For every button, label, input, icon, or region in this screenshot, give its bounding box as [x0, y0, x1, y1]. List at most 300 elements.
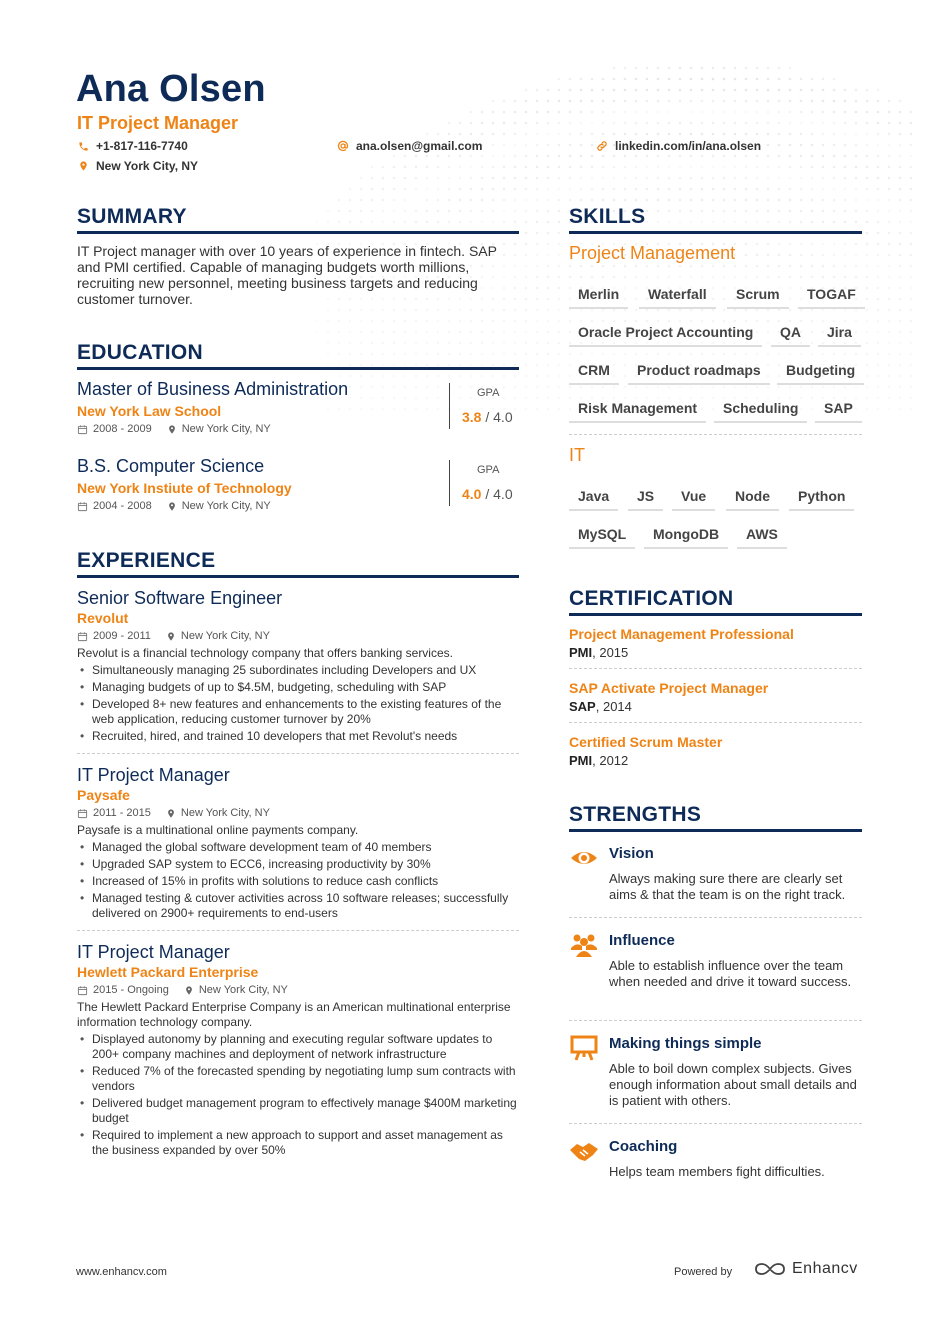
background-dot [712, 309, 715, 312]
background-dot [613, 199, 616, 202]
background-dot [690, 67, 693, 70]
background-dot [679, 111, 682, 114]
background-dot [712, 320, 715, 323]
background-dot [613, 122, 616, 125]
skill-chip: Waterfall [639, 286, 716, 309]
location-text: New York City, NY [96, 159, 199, 173]
enhancv-brand[interactable] [754, 1260, 858, 1278]
background-dot [855, 397, 858, 400]
background-dot [910, 155, 913, 158]
background-dot [371, 221, 374, 224]
background-dot [481, 375, 484, 378]
background-dot [536, 265, 539, 268]
strength-description: Helps team members fight difficulties. [609, 1164, 825, 1179]
background-dot [646, 177, 649, 180]
background-dot [657, 188, 660, 191]
background-dot [624, 133, 627, 136]
background-dot [591, 265, 594, 268]
map-pin-icon [167, 501, 177, 512]
background-dot [646, 276, 649, 279]
map-pin-icon [78, 160, 89, 172]
background-dot [877, 210, 880, 213]
background-dot [789, 320, 792, 323]
background-dot [745, 188, 748, 191]
background-dot [910, 133, 913, 136]
background-dot [349, 199, 352, 202]
background-dot [415, 364, 418, 367]
background-dot [679, 199, 682, 202]
background-dot [877, 375, 880, 378]
background-dot [591, 111, 594, 114]
gpa-value [462, 409, 513, 425]
strengths-rule [569, 829, 862, 832]
background-dot [833, 177, 836, 180]
footer-url[interactable]: www.enhancv.com [76, 1266, 167, 1278]
background-dot [789, 144, 792, 147]
background-dot [547, 166, 550, 169]
background-dot [536, 89, 539, 92]
education-item [77, 379, 519, 441]
background-dot [668, 111, 671, 114]
background-dot [547, 298, 550, 301]
background-dot [767, 243, 770, 246]
background-dot [360, 177, 363, 180]
background-dot [404, 166, 407, 169]
background-dot [822, 243, 825, 246]
background-dot [492, 155, 495, 158]
skill-chip: MySQL [569, 526, 635, 549]
background-dot [778, 199, 781, 202]
background-dot [679, 155, 682, 158]
background-dot [899, 397, 902, 400]
certification-divider [569, 668, 862, 669]
background-dot [492, 331, 495, 334]
background-dot [679, 100, 682, 103]
background-dot [547, 177, 550, 180]
background-dot [558, 342, 561, 345]
background-dot [855, 111, 858, 114]
job-bullet: • Reduced 7% of the forecasted spending by negotiating lump sum contracts with vendors [77, 1064, 519, 1094]
job-bullet: • Managed testing & cutover activities across 10 software releases; successfully delivered on 2900+ requirements to end-users [77, 891, 519, 921]
background-dot [899, 276, 902, 279]
background-dot [613, 133, 616, 136]
background-dot [910, 221, 913, 224]
calendar-icon [77, 424, 88, 435]
background-dot [657, 210, 660, 213]
background-dot [525, 397, 528, 400]
background-dot [547, 155, 550, 158]
job-bullets [77, 840, 519, 921]
background-dot [800, 320, 803, 323]
background-dot [327, 331, 330, 334]
background-dot [756, 100, 759, 103]
background-dot [899, 243, 902, 246]
background-dot [536, 221, 539, 224]
background-dot [547, 221, 550, 224]
background-dot [371, 210, 374, 213]
background-dot [371, 166, 374, 169]
background-dot [360, 221, 363, 224]
background-dot [635, 298, 638, 301]
background-dot [855, 144, 858, 147]
background-dot [547, 342, 550, 345]
background-dot [877, 221, 880, 224]
background-dot [723, 353, 726, 356]
education-location: New York City, NY [181, 500, 271, 512]
background-dot [481, 353, 484, 356]
skill-group-title: IT [569, 445, 585, 465]
background-dot [877, 309, 880, 312]
background-dot [591, 309, 594, 312]
contact-email[interactable] [337, 139, 482, 153]
background-dot [602, 111, 605, 114]
background-dot [899, 221, 902, 224]
certification-item [569, 733, 862, 769]
background-dot [822, 309, 825, 312]
job-company: Hewlett Packard Enterprise [77, 964, 259, 980]
background-dot [844, 188, 847, 191]
background-dot [855, 166, 858, 169]
background-dot [855, 276, 858, 279]
background-dot [756, 122, 759, 125]
background-dot [382, 342, 385, 345]
background-dot [492, 177, 495, 180]
job-bullet: • Required to implement a new approach to support and asset management as the business expanded by over 50% [77, 1128, 519, 1158]
background-dot [514, 320, 517, 323]
background-dot [888, 232, 891, 235]
background-dot [800, 199, 803, 202]
background-dot [558, 375, 561, 378]
background-dot [778, 111, 781, 114]
background-dot [701, 89, 704, 92]
background-dot [503, 210, 506, 213]
skills-heading: SKILLS [569, 205, 646, 228]
background-dot [547, 386, 550, 389]
summary-heading: SUMMARY [77, 205, 187, 228]
background-dot [360, 353, 363, 356]
background-dot [800, 122, 803, 125]
background-dot [558, 298, 561, 301]
background-dot [745, 353, 748, 356]
background-dot [525, 100, 528, 103]
contact-phone[interactable] [78, 139, 188, 153]
background-dot [668, 166, 671, 169]
background-dot [756, 78, 759, 81]
background-dot [404, 342, 407, 345]
background-dot [690, 111, 693, 114]
background-dot [888, 188, 891, 191]
background-dot [382, 375, 385, 378]
background-dot [492, 342, 495, 345]
contact-linkedin[interactable] [596, 139, 761, 153]
background-dot [635, 386, 638, 389]
background-dot [690, 100, 693, 103]
background-dot [415, 342, 418, 345]
background-dot [646, 67, 649, 70]
background-dot [492, 100, 495, 103]
background-dot [778, 78, 781, 81]
background-dot [767, 111, 770, 114]
background-dot [833, 133, 836, 136]
background-dot [844, 144, 847, 147]
background-dot [503, 375, 506, 378]
background-dot [481, 155, 484, 158]
background-dot [910, 320, 913, 323]
background-dot [492, 199, 495, 202]
background-dot [602, 386, 605, 389]
background-dot [580, 111, 583, 114]
skill-chip: AWS [737, 526, 787, 549]
background-dot [426, 177, 429, 180]
background-dot [833, 89, 836, 92]
background-dot [855, 265, 858, 268]
background-dot [855, 199, 858, 202]
job-entry [77, 764, 519, 921]
background-dot [503, 166, 506, 169]
background-dot [492, 144, 495, 147]
background-dot [613, 89, 616, 92]
background-dot [910, 265, 913, 268]
experience-heading: EXPERIENCE [77, 549, 216, 572]
background-dot [415, 166, 418, 169]
background-dot [712, 188, 715, 191]
background-dot [536, 331, 539, 334]
job-bullets [77, 1032, 519, 1158]
background-dot [789, 210, 792, 213]
background-dot [701, 221, 704, 224]
background-dot [646, 111, 649, 114]
background-dot [668, 276, 671, 279]
background-dot [503, 199, 506, 202]
background-dot [459, 155, 462, 158]
background-dot [767, 199, 770, 202]
background-dot [822, 166, 825, 169]
background-dot [657, 397, 660, 400]
background-dot [602, 276, 605, 279]
background-dot [459, 375, 462, 378]
background-dot [459, 221, 462, 224]
background-dot [844, 353, 847, 356]
background-dot [646, 309, 649, 312]
background-dot [668, 155, 671, 158]
background-dot [404, 221, 407, 224]
background-dot [569, 89, 572, 92]
background-dot [547, 243, 550, 246]
background-dot [393, 353, 396, 356]
background-dot [734, 210, 737, 213]
gpa-value [462, 486, 513, 502]
background-dot [393, 199, 396, 202]
background-dot [580, 100, 583, 103]
background-dot [591, 188, 594, 191]
education-dates: 2004 - 2008 [93, 500, 152, 512]
background-dot [866, 287, 869, 290]
background-dot [778, 67, 781, 70]
background-dot [580, 188, 583, 191]
background-dot [448, 122, 451, 125]
background-dot [679, 89, 682, 92]
background-dot [613, 100, 616, 103]
background-dot [723, 265, 726, 268]
background-dot [360, 331, 363, 334]
background-dot [877, 254, 880, 257]
background-dot [745, 221, 748, 224]
background-dot [426, 364, 429, 367]
background-dot [877, 144, 880, 147]
background-dot [349, 331, 352, 334]
background-dot [613, 188, 616, 191]
background-dot [525, 331, 528, 334]
background-dot [723, 67, 726, 70]
background-dot [536, 155, 539, 158]
background-dot [624, 177, 627, 180]
background-dot [426, 155, 429, 158]
background-dot [679, 397, 682, 400]
job-bullet: • Recruited, hired, and trained 10 developers that met Revolut's needs [77, 729, 519, 744]
background-dot [349, 221, 352, 224]
background-dot [624, 375, 627, 378]
background-dot [635, 67, 638, 70]
job-bullet: • Upgraded SAP system to ECC6, increasing productivity by 30% [77, 857, 519, 872]
background-dot [481, 221, 484, 224]
background-dot [371, 320, 374, 323]
skill-chip: JS [628, 488, 663, 511]
background-dot [844, 166, 847, 169]
background-dot [426, 320, 429, 323]
background-dot [437, 188, 440, 191]
background-dot [811, 78, 814, 81]
background-dot [514, 166, 517, 169]
background-dot [470, 375, 473, 378]
background-dot [712, 100, 715, 103]
background-dot [712, 177, 715, 180]
background-dot [899, 375, 902, 378]
background-dot [393, 221, 396, 224]
background-dot [866, 364, 869, 367]
job-bullet: • Displayed autonomy by planning and executing regular software updates to 200+ company machines and deployment of network infrastructure [77, 1032, 519, 1062]
background-dot [877, 155, 880, 158]
background-dot [811, 353, 814, 356]
background-dot [591, 276, 594, 279]
background-dot [569, 199, 572, 202]
background-dot [415, 331, 418, 334]
background-dot [866, 199, 869, 202]
background-dot [899, 386, 902, 389]
background-dot [415, 155, 418, 158]
background-dot [745, 199, 748, 202]
education-school: New York Instiute of Technology [77, 480, 292, 496]
background-dot [888, 122, 891, 125]
background-dot [635, 397, 638, 400]
background-dot [734, 122, 737, 125]
background-dot [789, 276, 792, 279]
background-dot [448, 221, 451, 224]
background-dot [547, 89, 550, 92]
background-dot [646, 188, 649, 191]
background-dot [591, 386, 594, 389]
background-dot [602, 166, 605, 169]
background-dot [910, 342, 913, 345]
background-dot [316, 331, 319, 334]
background-dot [569, 155, 572, 158]
background-dot [789, 309, 792, 312]
background-dot [789, 122, 792, 125]
background-dot [855, 177, 858, 180]
background-dot [910, 243, 913, 246]
background-dot [888, 408, 891, 411]
background-dot [668, 67, 671, 70]
background-dot [437, 177, 440, 180]
background-dot [811, 342, 814, 345]
background-dot [514, 353, 517, 356]
background-dot [712, 67, 715, 70]
background-dot [646, 166, 649, 169]
background-dot [734, 166, 737, 169]
background-dot [811, 221, 814, 224]
background-dot [745, 276, 748, 279]
background-dot [437, 309, 440, 312]
background-dot [734, 89, 737, 92]
background-dot [767, 166, 770, 169]
background-dot [822, 353, 825, 356]
background-dot [470, 166, 473, 169]
background-dot [602, 320, 605, 323]
background-dot [844, 243, 847, 246]
background-dot [470, 210, 473, 213]
background-dot [767, 353, 770, 356]
background-dot [459, 210, 462, 213]
background-dot [536, 397, 539, 400]
background-dot [723, 78, 726, 81]
background-dot [580, 78, 583, 81]
background-dot [635, 265, 638, 268]
background-dot [866, 386, 869, 389]
background-dot [877, 243, 880, 246]
background-dot [536, 375, 539, 378]
background-dot [668, 397, 671, 400]
background-dot [811, 100, 814, 103]
background-dot [624, 122, 627, 125]
map-pin-icon [166, 631, 176, 642]
background-dot [448, 166, 451, 169]
background-dot [569, 397, 572, 400]
background-dot [525, 243, 528, 246]
background-dot [789, 111, 792, 114]
background-dot [580, 397, 583, 400]
background-dot [822, 254, 825, 257]
background-dot [877, 287, 880, 290]
background-dot [426, 342, 429, 345]
background-dot [888, 309, 891, 312]
background-dot [657, 199, 660, 202]
background-dot [910, 210, 913, 213]
background-dot [459, 133, 462, 136]
background-dot [558, 386, 561, 389]
background-dot [591, 397, 594, 400]
background-dot [393, 155, 396, 158]
strength-description: Able to boil down complex subjects. Gives enough information about small details and is patient with others. [609, 1061, 857, 1108]
background-dot [492, 353, 495, 356]
background-dot [844, 155, 847, 158]
background-dot [547, 276, 550, 279]
background-dot [877, 353, 880, 356]
background-dot [668, 133, 671, 136]
background-dot [547, 122, 550, 125]
background-dot [448, 353, 451, 356]
background-dot [437, 155, 440, 158]
background-dot [756, 353, 759, 356]
background-dot [657, 309, 660, 312]
